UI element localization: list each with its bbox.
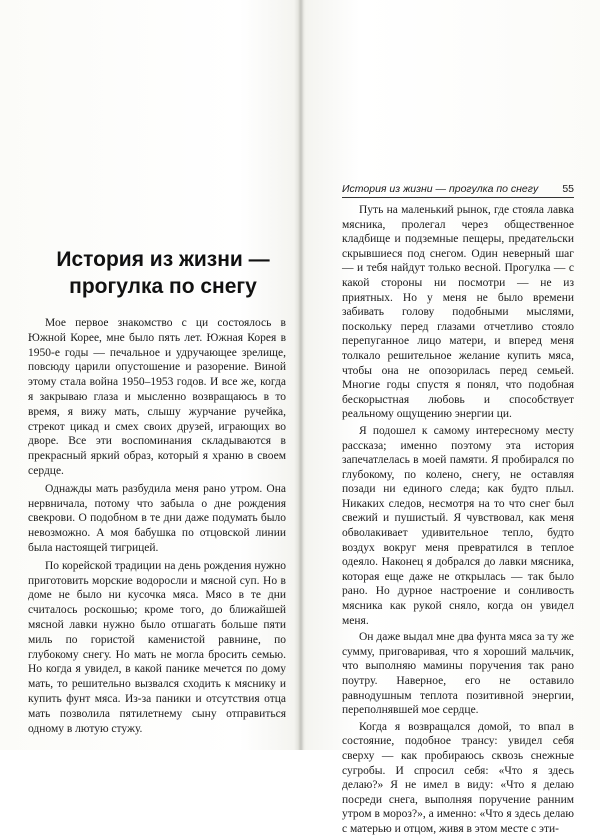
book-gutter [298,0,304,750]
right-page-body [342,203,574,839]
left-page-body [28,316,286,739]
running-header [342,183,574,198]
running-header-title: История из жизни — прогулка по снегу [342,183,539,195]
paragraph: Я подошел к самому интересному месту рассказа; именно поэтому эта история запечатлелась в моей памяти. Я пробирался по глубокому, по колено, снегу, не оставляя позади ни единого следа; как будто плыл. Никаких следов, несмотря на то что снег был свежий и пушистый. Я чувствовал, как меня обволакивает удивительное тепло, будто воздух вокруг меня превратился в теплое одеяло. Наконец я добрался до лавки мясника, которая еще даже не открылась — так было рано. Но дурное настроение и сонливость мясника как рукой сняло, когда он увидел меня. [342,424,574,627]
paragraph: Однажды мать разбудила меня рано утром. Она нервничала, потому что забыла о дне рождения свекрови. О подобном в те дни даже подумать было невозможно. А моя бабушка по отцовской линии была настоящей тигрицей. [28,482,286,554]
page-number: 55 [562,183,574,195]
paragraph: Он даже выдал мне два фунта мяса за ту же сумму, приговаривая, что я хороший мальчик, что выполняю мамины поручения так рано поутру. Наверное, его не оставило равнодушным теплота позитивной энергии, переполнявшей мое сердце. [342,631,574,717]
paragraph: Путь на маленький рынок, где стояла лавка мясника, пролегал через общественное кладбище и подземные пещеры, предательски скрывшиеся под снегом. Один неверный шаг — и тебя найдут только весной. Прогулка — с какой стороны ни посмотри — не из приятных. Но у меня не было времени забивать голову подобными мыслями, поскольку перед глазами отчетливо стояло перепуганное лицо матери, и вперед меня толкало решительное желание купить мяса, чтобы она не опозорилась перед семьей. Многие годы спустя я понял, что подобная бескорыстная любовь и способствует реальному ощущению энергии ци. [342,204,574,421]
chapter-title-line-2: прогулка по снегу [69,275,257,298]
chapter-title-line-1: История из жизни — [56,248,270,271]
chapter-title [40,246,286,300]
paragraph: Мое первое знакомство с ци состоялось в Южной Корее, мне было пять лет. Южная Корея в 1950-е годы — печальное и удручающее зрелище, повсюду царили опустошение и разорение. Виной этому стала война 1950–1953 годов. И все же, когда я закрываю глаза и мысленно возвращаюсь в то время, я вижу мать, слышу журчание ручейка, стрекот цикад и смех своих друзей, играющих во дворе. Все эти воспоминания складываются в прекрасный яркий образ, который я храню в своем сердце. [28,317,286,477]
paragraph: По корейской традиции на день рождения нужно приготовить морские водоросли и мясной суп. Но в доме не было ни кусочка мяса. Мясо в те дни считалось роскошью; кроме того, до ближайшей мясной лавки нужно было отшагать больше пяти миль по гористой каменистой равнине, по глубокому снегу. Но мать не могла бросить семью. Но когда я увидел, в какой панике мечется по дому мать, то решительно вызвался сходить к мяснику и купить фунт мяса. Из-за паники и отсутствия отца мать позволила пятилетнему сыну отправиться одному в лютую стужу. [28,559,286,735]
paragraph: Когда я возвращался домой, то впал в состояние, подобное трансу: увидел себя сверху — как пробираюсь сквозь снежные сугробы. И спросил себя: «Что я здесь делаю?» Я не имел в виду: «Что я делаю посреди снега, выполняя поручение ранним утром в мороз?», а именно: «Что я здесь делаю с матерью и отцом, живя в этом месте с эти- [342,720,574,835]
